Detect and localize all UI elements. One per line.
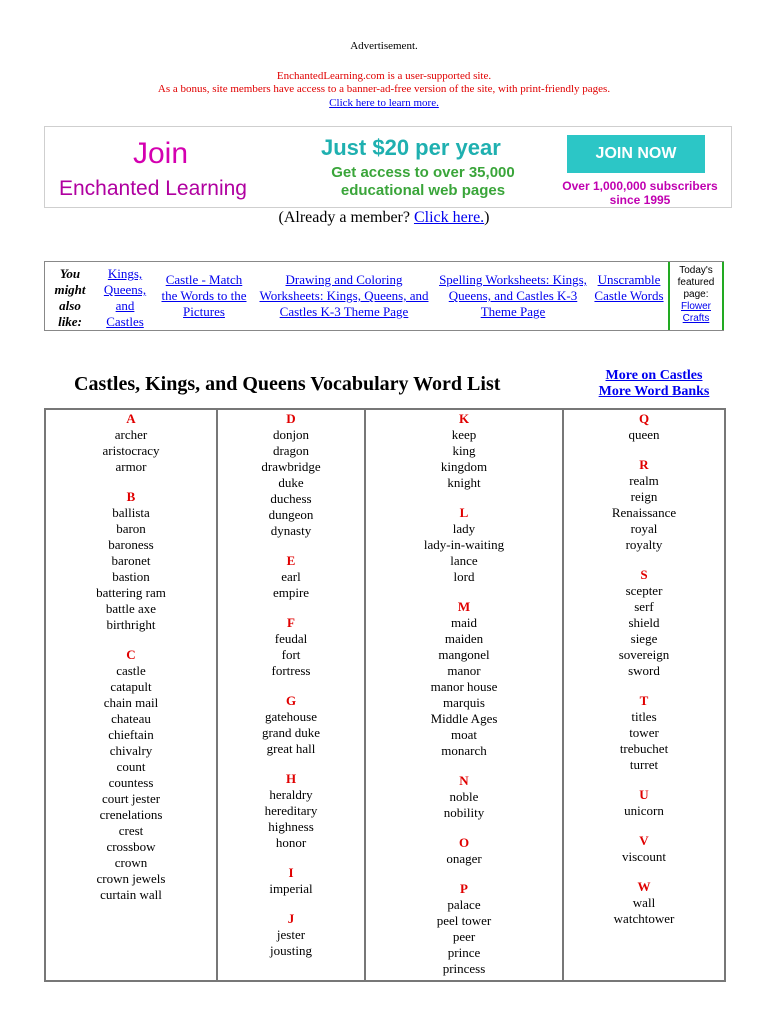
vocab-word: scepter	[625, 583, 663, 598]
vocab-word: dragon	[272, 443, 310, 458]
like-link-drawing-coloring[interactable]: Drawing and Coloring Worksheets: Kings, Queens, and Castles K-3 Theme Page	[259, 272, 429, 319]
letter-group	[564, 457, 724, 553]
letter-group	[218, 865, 364, 897]
letter-heading: V	[639, 833, 649, 848]
letter-group	[366, 505, 562, 585]
banner-join-heading: Join	[133, 137, 189, 170]
letter-heading: C	[126, 647, 136, 662]
vocab-column-1	[46, 410, 218, 980]
vocab-word: reign	[630, 489, 658, 504]
banner-access-line1: Get access to over 35,000	[331, 164, 515, 181]
might-also-like-box	[44, 261, 724, 331]
vocab-word: drawbridge	[261, 459, 321, 474]
learn-more-link[interactable]: Click here to learn more.	[329, 97, 439, 109]
banner-subscribers	[545, 179, 735, 207]
vocab-word: baronet	[111, 553, 151, 568]
advertisement-label: Advertisement.	[350, 40, 418, 52]
letter-heading: M	[457, 599, 471, 614]
vocab-word: great hall	[266, 741, 316, 756]
vocab-word: wall	[632, 895, 656, 910]
vocab-word: nobility	[443, 805, 485, 820]
vocab-word: battering ram	[96, 585, 166, 600]
vocab-word: shield	[628, 615, 660, 630]
vocab-word: heraldry	[269, 787, 313, 802]
member-login-row	[0, 209, 768, 227]
letter-group	[218, 553, 364, 601]
vocab-word: lance	[450, 553, 478, 568]
vocab-word: tower	[629, 725, 659, 740]
member-suffix: )	[484, 209, 490, 226]
vocab-word: baron	[116, 521, 146, 536]
vocab-word: king	[452, 443, 476, 458]
vocab-word: mangonel	[438, 647, 490, 662]
vocab-word: sovereign	[618, 647, 670, 662]
vocabulary-table	[44, 408, 726, 982]
vocab-word: count	[116, 759, 146, 774]
vocab-word: keep	[451, 427, 477, 442]
join-now-button[interactable]: JOIN NOW	[567, 135, 705, 173]
letter-heading: S	[640, 567, 648, 582]
vocab-word: gatehouse	[265, 709, 317, 724]
letter-group	[366, 599, 562, 759]
vocab-word: aristocracy	[102, 443, 160, 458]
vocab-word: queen	[628, 427, 660, 442]
letter-heading: E	[286, 553, 296, 568]
letter-heading: L	[459, 505, 469, 520]
vocab-word: jousting	[270, 943, 312, 958]
letter-group	[46, 647, 216, 903]
vocab-word: court jester	[101, 791, 161, 806]
letter-heading: Q	[638, 411, 650, 426]
letter-group	[218, 615, 364, 679]
letter-group	[366, 881, 562, 977]
vocab-column-4	[564, 410, 724, 980]
support-notice	[0, 70, 768, 96]
vocab-word: kingdom	[440, 459, 488, 474]
vocab-word: knight	[447, 475, 481, 490]
vocab-word: jester	[276, 927, 306, 942]
letter-heading: O	[458, 835, 470, 850]
banner-price: Just $20 per year	[321, 135, 501, 160]
featured-page-box	[668, 262, 724, 330]
member-prefix: (Already a member?	[278, 209, 414, 226]
letter-group	[564, 693, 724, 773]
page-title: Castles, Kings, and Queens Vocabulary Word List	[74, 373, 501, 395]
vocab-word: lord	[453, 569, 475, 584]
vocab-word: chateau	[111, 711, 151, 726]
letter-heading: F	[287, 615, 295, 630]
vocab-word: prince	[447, 945, 481, 960]
vocab-word: chieftain	[108, 727, 154, 742]
vocab-column-2	[218, 410, 366, 980]
join-banner[interactable]	[44, 126, 732, 208]
letter-group	[564, 879, 724, 927]
letter-group	[218, 693, 364, 757]
vocab-word: watchtower	[613, 911, 675, 926]
like-link-spelling-worksheets[interactable]: Spelling Worksheets: Kings, Queens, and Castles K-3 Theme Page	[439, 272, 587, 319]
vocab-word: hereditary	[264, 803, 318, 818]
letter-group	[564, 411, 724, 443]
vocab-word: manor	[447, 663, 481, 678]
vocab-word: onager	[446, 851, 482, 866]
letter-heading: G	[285, 693, 297, 708]
vocab-word: princess	[442, 961, 486, 976]
vocab-word: fort	[281, 647, 301, 662]
vocab-word: Middle Ages	[430, 711, 498, 726]
vocab-word: ballista	[112, 505, 150, 520]
letter-heading: W	[637, 879, 651, 894]
vocab-word: feudal	[274, 631, 308, 646]
vocab-word: noble	[449, 789, 479, 804]
letter-heading: J	[287, 911, 295, 926]
more-castles-link[interactable]: More on Castles	[605, 368, 703, 383]
vocab-word: serf	[634, 599, 654, 614]
vocab-word: grand duke	[261, 725, 321, 740]
vocab-word: crenelations	[99, 807, 163, 822]
vocab-word: marquis	[443, 695, 485, 710]
vocab-word: viscount	[621, 849, 667, 864]
vocab-word: unicorn	[624, 803, 664, 818]
like-link-kings-queens-castles[interactable]: Kings, Queens, and Castles	[103, 266, 147, 329]
vocab-word: trebuchet	[619, 741, 669, 756]
vocab-word: lady	[452, 521, 476, 536]
letter-group	[218, 911, 364, 959]
letter-heading: R	[639, 457, 649, 472]
vocab-word: palace	[447, 897, 481, 912]
member-login-link[interactable]: Click here.	[413, 209, 485, 226]
vocab-word: donjon	[272, 427, 310, 442]
letter-group	[366, 773, 562, 821]
letter-group	[46, 489, 216, 633]
vocab-word: dynasty	[270, 523, 312, 538]
featured-page-label: Today's featured page:	[677, 265, 715, 300]
vocab-word: battle axe	[105, 601, 157, 616]
more-links	[588, 368, 720, 400]
vocab-word: sword	[628, 663, 660, 678]
vocab-word: monarch	[441, 743, 487, 758]
vocab-word: birthright	[106, 617, 156, 632]
vocab-word: duchess	[270, 491, 312, 506]
letter-group	[564, 833, 724, 865]
vocab-word: honor	[275, 835, 307, 850]
banner-access-text	[307, 164, 539, 200]
vocab-word: baroness	[108, 537, 154, 552]
vocab-word: countess	[108, 775, 154, 790]
vocab-word: empire	[272, 585, 310, 600]
vocab-word: lady-in-waiting	[423, 537, 505, 552]
vocab-word: peel tower	[436, 913, 492, 928]
letter-heading: H	[285, 771, 297, 786]
vocab-word: titles	[631, 709, 657, 724]
letter-group	[46, 411, 216, 475]
vocab-word: crest	[118, 823, 144, 838]
vocab-word: realm	[629, 473, 659, 488]
vocab-word: Renaissance	[611, 505, 677, 520]
letter-heading: N	[459, 773, 469, 788]
letter-heading: P	[460, 881, 468, 896]
letter-group	[218, 411, 364, 539]
featured-page-link[interactable]: Flower Crafts	[680, 301, 711, 324]
vocab-word: crossbow	[106, 839, 156, 854]
support-notice-line2: As a bonus, site members have access to a banner-ad-free version of the site, with print-friendly pages.	[157, 83, 611, 95]
vocab-word: siege	[630, 631, 658, 646]
vocab-word: manor house	[430, 679, 498, 694]
letter-heading: K	[458, 411, 470, 426]
banner-subscribers-line2: since 1995	[609, 193, 671, 207]
vocab-word: bastion	[112, 569, 150, 584]
support-notice-line1: EnchantedLearning.com is a user-supported site.	[276, 70, 492, 82]
learn-more-row	[0, 97, 768, 109]
like-link-castle-match[interactable]: Castle - Match the Words to the Pictures	[161, 272, 247, 319]
vocab-word: chivalry	[109, 743, 153, 758]
vocab-word: curtain wall	[100, 887, 162, 902]
letter-group	[366, 835, 562, 867]
banner-subscribers-line1: Over 1,000,000 subscribers	[562, 179, 718, 193]
vocab-word: castle	[116, 663, 146, 678]
letter-group	[564, 787, 724, 819]
banner-access-line2: educational web pages	[340, 182, 506, 199]
letter-heading: B	[126, 489, 136, 504]
vocab-column-3	[366, 410, 564, 980]
letter-heading: T	[639, 693, 649, 708]
vocab-word: duke	[278, 475, 304, 490]
vocab-word: royalty	[625, 537, 663, 552]
letter-heading: D	[286, 411, 296, 426]
vocab-word: moat	[451, 727, 477, 742]
vocab-word: imperial	[269, 881, 313, 896]
vocab-word: archer	[114, 427, 148, 442]
vocab-word: maid	[451, 615, 477, 630]
letter-heading: U	[639, 787, 649, 802]
vocab-word: armor	[115, 459, 147, 474]
vocab-word: fortress	[271, 663, 311, 678]
vocab-word: crown jewels	[96, 871, 166, 886]
vocab-word: highness	[268, 819, 314, 834]
vocab-word: chain mail	[103, 695, 159, 710]
like-link-unscramble[interactable]: Unscramble Castle Words	[594, 272, 664, 303]
might-also-like-label: You might also like:	[54, 266, 86, 329]
vocab-word: maiden	[444, 631, 484, 646]
letter-heading: A	[126, 411, 136, 426]
vocab-word: turret	[629, 757, 659, 772]
vocab-word: crown	[114, 855, 148, 870]
vocab-word: peer	[452, 929, 476, 944]
letter-group	[218, 771, 364, 851]
letter-heading: I	[288, 865, 294, 880]
vocab-word: earl	[281, 569, 301, 584]
letter-group	[564, 567, 724, 679]
more-word-banks-link[interactable]: More Word Banks	[598, 384, 710, 399]
letter-group	[366, 411, 562, 491]
vocab-word: royal	[630, 521, 658, 536]
vocab-word: dungeon	[268, 507, 314, 522]
banner-site-name: Enchanted Learning	[59, 177, 247, 200]
vocab-word: catapult	[110, 679, 152, 694]
